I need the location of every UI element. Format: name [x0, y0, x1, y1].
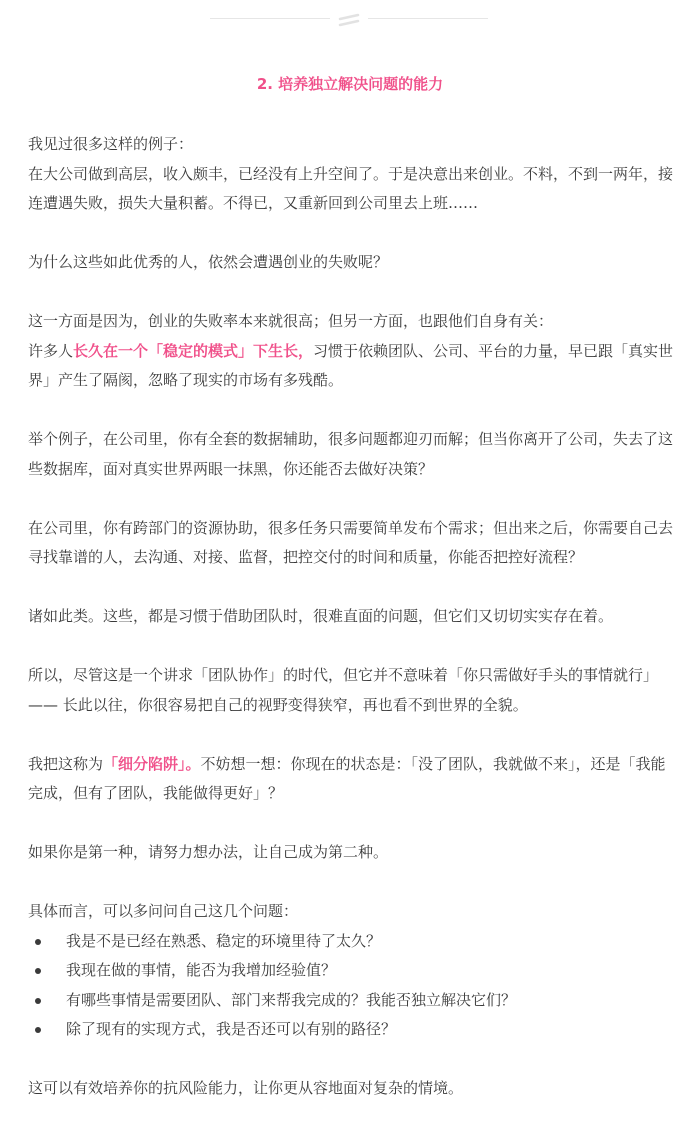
section-title: 2. 培养独立解决问题的能力	[256, 75, 444, 93]
list-item-text: 除了现有的实现方式，我是否还可以有别的路径？	[66, 1020, 397, 1038]
bullet-icon	[35, 998, 41, 1004]
list-item-text: 有哪些事情是需要团队、部门来帮我完成的？我能否独立解决它们？	[66, 990, 517, 1009]
list-item	[28, 927, 680, 957]
questions-list	[28, 927, 680, 1045]
list-item-text: 我现在做的事情，能否为我增加经验值？	[66, 961, 337, 979]
list-item	[28, 1015, 680, 1045]
paragraph-text: 我把这称为	[28, 754, 104, 773]
section-divider	[0, 10, 700, 30]
paragraph-examples	[28, 130, 680, 219]
paragraph-text: 许多人	[28, 341, 74, 360]
divider-line-right	[368, 18, 488, 19]
divider-line-left	[210, 18, 330, 19]
bullet-icon	[35, 968, 41, 974]
bullet-icon	[35, 1027, 41, 1033]
paragraph-question: 为什么这些如此优秀的人，依然会遭遇创业的失败呢？	[28, 253, 389, 271]
article-body	[28, 130, 680, 1133]
paragraph-trap	[28, 750, 680, 809]
paragraph-resource-example: 在公司里，你有跨部门的资源协助，很多任务只需要简单发布个需求；但出来之后，你需要自己去寻找靠谱的人，去沟通、对接、监督，把控交付的时间和质量，你能否把控好流程？	[28, 518, 674, 566]
paragraph-text: 习惯于依赖团队、公司、平台的力量，早已跟「真实世界」产生了隔阂，忽略了现实的市场有多残酷。	[28, 341, 674, 389]
paragraph-data-example: 举个例子，在公司里，你有全套的数据辅助，很多问题都迎刃而解；但当你离开了公司，失去了这些数据库，面对真实世界两眼一抹黑，你还能否去做好决策？	[28, 430, 674, 478]
paragraph-reason	[28, 307, 680, 396]
paragraph-summary: 诸如此类。这些，都是习惯于借助团队时，很难直面的问题，但它们又切切实实存在着。	[28, 607, 614, 625]
list-item	[28, 986, 680, 1016]
paragraph-text: 我见过很多这样的例子：	[28, 135, 194, 153]
paragraph-advice: 如果你是第一种，请努力想办法，让自己成为第二种。	[28, 843, 389, 861]
double-slash-divider-icon	[337, 10, 361, 30]
list-item-text: 我是不是已经在熟悉、稳定的环境里待了太久？	[66, 931, 382, 950]
paragraph-text: 在大公司做到高层，收入颇丰，已经没有上升空间了。于是决意出来创业。不料，不到一两年，接连遭遇失败，损失大量积蓄。不得已，又重新回到公司里去上班……	[28, 164, 674, 212]
questions-intro: 具体而言，可以多问问自己这几个问题：	[28, 902, 299, 920]
paragraph-text: 不妨想一想：你现在的状态是：「没了团队，我就做不来」，还是「我能完成，但有了团队，我能做得更好」？	[28, 754, 666, 802]
highlight-text: 「细分陷阱」。	[103, 754, 201, 773]
list-item	[28, 956, 680, 986]
paragraph-teamwork: 所以，尽管这是一个讲求「团队协作」的时代，但它并不意味着「你只需做好手头的事情就行」—— 长此以往，你很容易把自己的视野变得狭窄，再也看不到世界的全貌。	[28, 666, 659, 714]
paragraph-conclusion: 这可以有效培养你的抗风险能力，让你更从容地面对复杂的情境。	[28, 1079, 464, 1097]
bullet-icon	[35, 939, 41, 945]
highlight-text: 长久在一个「稳定的模式」下生长，	[73, 341, 314, 360]
paragraph-text: 这一方面是因为，创业的失败率本来就很高；但另一方面，也跟他们自身有关：	[28, 312, 554, 330]
